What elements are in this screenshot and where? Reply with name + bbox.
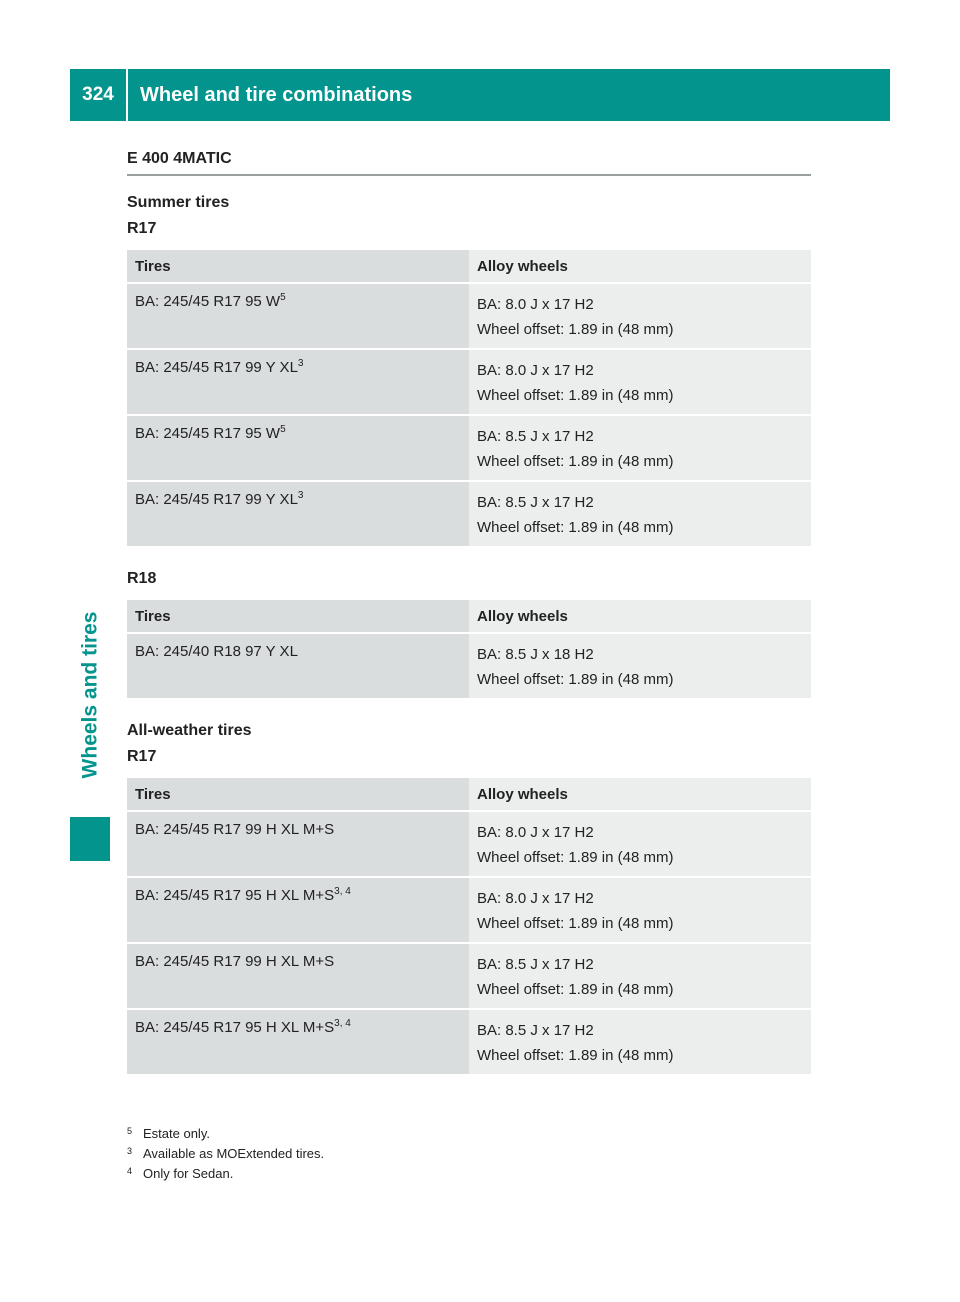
tire-cell — [127, 877, 469, 943]
tire-spec: BA: 245/45 R17 95 H XL M+S — [135, 1019, 335, 1036]
table-row — [127, 349, 811, 415]
table-row — [127, 811, 811, 877]
wheel-cell — [469, 811, 811, 877]
table-row — [127, 415, 811, 481]
section-summer-r18 — [127, 570, 811, 700]
table-row — [127, 481, 811, 547]
page-number: 324 — [70, 69, 128, 121]
table-row — [127, 633, 811, 699]
wheel-offset: Wheel offset: 1.89 in (48 mm) — [477, 519, 674, 536]
tire-cell — [127, 481, 469, 547]
column-header-wheels: Alloy wheels — [469, 250, 811, 283]
wheel-cell — [469, 349, 811, 415]
tire-spec: BA: 245/45 R17 95 W — [135, 425, 281, 442]
footnote-ref: 3, 4 — [334, 886, 351, 897]
column-header-tires: Tires — [127, 250, 469, 283]
wheel-spec: BA: 8.0 J x 17 H2 — [477, 362, 594, 379]
wheel-cell — [469, 943, 811, 1009]
column-header-tires: Tires — [127, 778, 469, 811]
tire-spec: BA: 245/45 R17 99 H XL M+S — [135, 953, 335, 970]
tire-cell — [127, 349, 469, 415]
wheel-cell — [469, 481, 811, 547]
table-row — [127, 877, 811, 943]
content — [127, 150, 811, 1098]
wheel-spec: BA: 8.0 J x 17 H2 — [477, 890, 594, 907]
wheel-spec: BA: 8.0 J x 17 H2 — [477, 824, 594, 841]
footnote-ref: 3, 4 — [334, 1018, 351, 1029]
table-header-row — [127, 600, 811, 633]
footnotes — [127, 1124, 324, 1184]
wheel-offset: Wheel offset: 1.89 in (48 mm) — [477, 671, 674, 688]
tire-spec: BA: 245/45 R17 99 H XL M+S — [135, 821, 335, 838]
wheel-offset: Wheel offset: 1.89 in (48 mm) — [477, 387, 674, 404]
wheel-offset: Wheel offset: 1.89 in (48 mm) — [477, 1047, 674, 1064]
tire-cell — [127, 811, 469, 877]
section-all-weather-r17 — [127, 722, 811, 1076]
footnote — [127, 1164, 324, 1184]
tire-cell — [127, 943, 469, 1009]
page-title: Wheel and tire combinations — [140, 83, 413, 106]
footnote-ref: 5 — [280, 424, 286, 435]
footnote — [127, 1124, 324, 1144]
section-title: Summer tires — [127, 194, 230, 211]
wheel-offset: Wheel offset: 1.89 in (48 mm) — [477, 453, 674, 470]
footnote — [127, 1144, 324, 1164]
section-title: All-weather tires — [127, 722, 252, 739]
tire-spec: BA: 245/40 R18 97 Y XL — [135, 643, 298, 660]
tire-spec: BA: 245/45 R17 95 W — [135, 293, 281, 310]
wheel-cell — [469, 633, 811, 699]
wheel-cell — [469, 877, 811, 943]
wheel-cell — [469, 1009, 811, 1075]
footnote-mark: 4 — [127, 1166, 133, 1176]
size-label: R18 — [127, 570, 157, 587]
wheel-spec: BA: 8.5 J x 17 H2 — [477, 428, 594, 445]
table-header-row — [127, 250, 811, 283]
tire-cell — [127, 633, 469, 699]
wheel-offset: Wheel offset: 1.89 in (48 mm) — [477, 981, 674, 998]
wheel-offset: Wheel offset: 1.89 in (48 mm) — [477, 849, 674, 866]
wheel-offset: Wheel offset: 1.89 in (48 mm) — [477, 321, 674, 338]
wheel-cell — [469, 283, 811, 349]
wheel-spec: BA: 8.5 J x 17 H2 — [477, 1022, 594, 1039]
tire-table — [127, 778, 811, 1076]
footnote-mark: 3 — [127, 1146, 133, 1156]
footnote-ref: 3 — [297, 358, 304, 369]
table-row — [127, 943, 811, 1009]
footnote-text: Estate only. — [143, 1126, 210, 1141]
side-tab-label: Wheels and tires — [78, 611, 102, 779]
size-label: R17 — [127, 748, 157, 765]
section-summer-r17 — [127, 194, 811, 548]
footnote-text: Only for Sedan. — [143, 1166, 234, 1181]
wheel-cell — [469, 415, 811, 481]
table-header-row — [127, 778, 811, 811]
tire-table — [127, 250, 811, 548]
model-title: E 400 4MATIC — [127, 150, 811, 176]
tire-cell — [127, 283, 469, 349]
tire-table — [127, 600, 811, 700]
footnote-ref: 3 — [297, 490, 304, 501]
wheel-spec: BA: 8.5 J x 17 H2 — [477, 956, 594, 973]
wheel-spec: BA: 8.0 J x 17 H2 — [477, 296, 594, 313]
tire-cell — [127, 1009, 469, 1075]
tire-spec: BA: 245/45 R17 95 H XL M+S — [135, 887, 335, 904]
column-header-wheels: Alloy wheels — [469, 778, 811, 811]
table-row — [127, 283, 811, 349]
header-bar — [70, 69, 890, 121]
column-header-wheels: Alloy wheels — [469, 600, 811, 633]
tire-spec: BA: 245/45 R17 99 Y XL — [135, 359, 298, 376]
column-header-tires: Tires — [127, 600, 469, 633]
side-tab — [70, 560, 110, 830]
footnote-ref: 5 — [280, 292, 286, 303]
footnote-text: Available as MOExtended tires. — [143, 1146, 325, 1161]
table-row — [127, 1009, 811, 1075]
size-label: R17 — [127, 220, 157, 237]
wheel-spec: BA: 8.5 J x 18 H2 — [477, 646, 594, 663]
footnote-mark: 5 — [127, 1126, 133, 1136]
wheel-offset: Wheel offset: 1.89 in (48 mm) — [477, 915, 674, 932]
tire-spec: BA: 245/45 R17 99 Y XL — [135, 491, 298, 508]
wheel-spec: BA: 8.5 J x 17 H2 — [477, 494, 594, 511]
side-tab-marker — [70, 817, 110, 861]
tire-cell — [127, 415, 469, 481]
